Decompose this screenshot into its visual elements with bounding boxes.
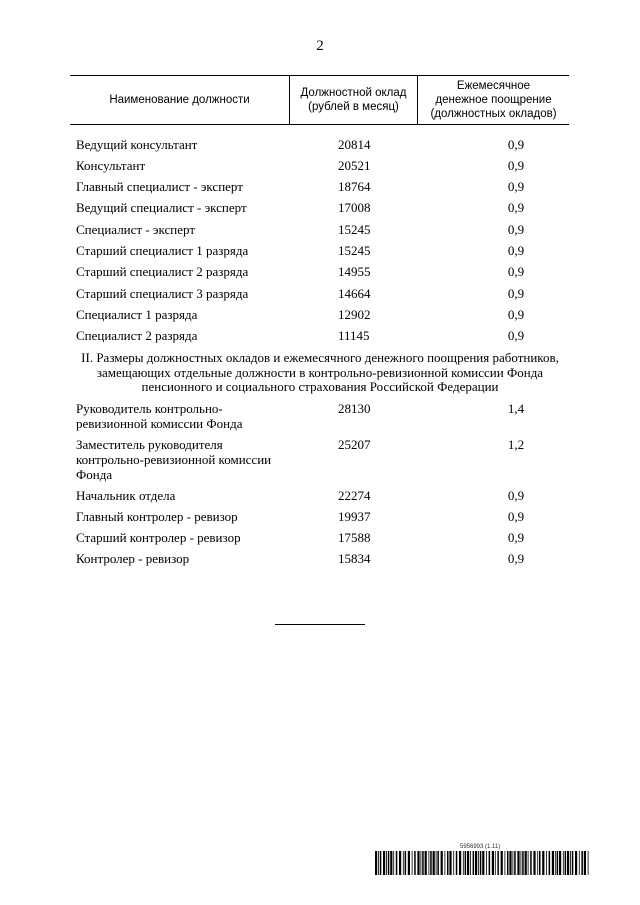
bonus-cell: 0,9 xyxy=(507,200,525,215)
barcode-bar xyxy=(579,851,580,875)
barcode-bar xyxy=(486,851,487,875)
bonus-cell: 1,2 xyxy=(507,437,525,452)
barcode-bar xyxy=(449,851,451,875)
page-number: 2 xyxy=(316,38,324,54)
bonus-cell: 0,9 xyxy=(507,286,525,301)
salary-cell: 28130 xyxy=(338,401,371,416)
barcode-bar xyxy=(429,851,430,875)
position-cell: Старший специалист 3 разряда xyxy=(76,286,249,301)
header-salary xyxy=(290,76,417,124)
bonus-cell: 0,9 xyxy=(507,137,525,152)
bonus-cell: 0,9 xyxy=(507,328,525,343)
salary-cell: 14955 xyxy=(338,264,371,279)
barcode-bar xyxy=(507,851,509,875)
barcode-bar xyxy=(414,851,416,875)
barcode-bar xyxy=(399,851,401,875)
barcode-bar xyxy=(482,851,484,875)
barcode-bar xyxy=(390,851,392,875)
barcode-bar xyxy=(478,851,479,875)
barcode-bar xyxy=(421,851,422,875)
barcode-bar xyxy=(470,851,471,875)
barcode-bar xyxy=(467,851,469,875)
barcode-bar xyxy=(539,851,541,875)
barcode-bar xyxy=(517,851,519,875)
barcode-image xyxy=(375,851,590,875)
barcode-bar xyxy=(584,851,586,875)
barcode-bar xyxy=(495,851,496,875)
barcode-bar xyxy=(528,851,529,875)
barcode-bar xyxy=(475,851,477,875)
barcode-bar xyxy=(388,851,390,875)
barcode-bar xyxy=(514,851,516,875)
header-position xyxy=(70,76,289,124)
barcode-bar xyxy=(546,851,547,875)
bonus-cell: 0,9 xyxy=(507,158,525,173)
table-header xyxy=(70,75,569,125)
barcode-bar xyxy=(396,851,398,875)
barcode-bar xyxy=(557,851,559,875)
barcode-bar xyxy=(445,851,446,875)
header-salary-label: Должностной оклад (рублей в месяц) xyxy=(300,87,407,113)
barcode-bar xyxy=(563,851,564,875)
barcode-bar xyxy=(575,851,577,875)
barcode-bar xyxy=(513,851,514,875)
header-bonus-label: Ежемесячное денежное поощрение (должностных окладов) xyxy=(430,80,557,120)
salary-cell: 15245 xyxy=(338,222,371,237)
barcode-bar xyxy=(567,851,569,875)
barcode-bar xyxy=(430,851,432,875)
barcode-bar xyxy=(552,851,554,875)
barcode-bar xyxy=(521,851,522,875)
barcode-bar xyxy=(473,851,475,875)
barcode-bar xyxy=(522,851,524,875)
barcode-bar xyxy=(549,851,551,875)
position-cell: Старший специалист 1 разряда xyxy=(76,243,249,258)
position-cell: Ведущий специалист - эксперт xyxy=(76,200,247,215)
salary-cell: 20521 xyxy=(338,158,371,173)
barcode-bar xyxy=(447,851,449,875)
barcode-bar xyxy=(565,851,567,875)
bonus-cell: 0,9 xyxy=(507,307,525,322)
barcode-bar xyxy=(480,851,482,875)
barcode-bar xyxy=(533,851,535,875)
barcode-bar xyxy=(436,851,437,875)
barcode-bar xyxy=(492,851,494,875)
salary-cell: 20814 xyxy=(338,137,371,152)
salary-cell: 14664 xyxy=(338,286,371,301)
barcode-bar xyxy=(588,851,589,875)
position-cell: Заместитель руководителя контрольно-ревизионной комиссии Фонда xyxy=(76,437,272,482)
salary-cell: 17588 xyxy=(338,530,371,545)
barcode-bar xyxy=(509,851,511,875)
barcode-bar xyxy=(581,851,583,875)
position-cell: Главный специалист - эксперт xyxy=(76,179,243,194)
bonus-cell: 0,9 xyxy=(507,179,525,194)
barcode-bar xyxy=(572,851,574,875)
barcode-bar xyxy=(425,851,427,875)
barcode-bar xyxy=(530,851,532,875)
barcode-bar xyxy=(433,851,435,875)
salary-cell: 11145 xyxy=(338,328,370,343)
barcode-bar xyxy=(537,851,538,875)
position-cell: Контролер - ревизор xyxy=(76,551,190,566)
barcode-bar xyxy=(489,851,491,875)
barcode-bar xyxy=(380,851,382,875)
barcode-bar xyxy=(437,851,439,875)
position-cell: Специалист 2 разряда xyxy=(76,328,198,343)
position-cell: Консультант xyxy=(76,158,146,173)
salary-cell: 22274 xyxy=(338,488,371,503)
barcode-bar xyxy=(570,851,571,875)
bonus-cell: 0,9 xyxy=(507,509,525,524)
barcode-bar xyxy=(375,851,377,875)
position-cell: Ведущий консультант xyxy=(76,137,198,152)
section-2-title: II. Размеры должностных окладов и ежемесячного денежного поощрения работников, замещающих отдельные должности в контрольно-ревизионной комиссии Фонда пенсионного и социального страхования Российской Федерации xyxy=(81,350,559,394)
barcode-bar xyxy=(459,851,461,875)
salary-cell: 17008 xyxy=(338,200,371,215)
barcode-bar xyxy=(403,851,404,875)
position-cell: Руководитель контрольно- ревизионной комиссии Фонда xyxy=(76,401,243,431)
barcode-bar xyxy=(525,851,527,875)
barcode-bar xyxy=(408,851,410,875)
header-position-label: Наименование должности xyxy=(109,94,250,106)
bonus-cell: 0,9 xyxy=(507,551,525,566)
barcode-bar xyxy=(405,851,407,875)
barcode-bar xyxy=(386,851,387,875)
barcode-bar xyxy=(542,851,544,875)
header-bonus xyxy=(418,76,569,124)
barcode-bar xyxy=(393,851,394,875)
barcode-bar xyxy=(555,851,556,875)
position-cell: Старший специалист 2 разряда xyxy=(76,264,249,279)
barcode-bar xyxy=(417,851,419,875)
position-cell: Специалист - эксперт xyxy=(76,222,195,237)
end-rule xyxy=(275,624,365,625)
barcode-bar xyxy=(456,851,458,875)
position-cell: Главный контролер - ревизор xyxy=(76,509,238,524)
bonus-cell: 0,9 xyxy=(507,243,525,258)
bonus-cell: 0,9 xyxy=(507,222,525,237)
barcode-bar xyxy=(378,851,379,875)
bonus-cell: 0,9 xyxy=(507,264,525,279)
barcode-bar xyxy=(465,851,467,875)
bonus-cell: 0,9 xyxy=(507,530,525,545)
salary-cell: 18764 xyxy=(338,179,371,194)
barcode-text: 5956993 (1.11) xyxy=(460,844,501,850)
barcode-bar xyxy=(559,851,561,875)
barcode-bar xyxy=(505,851,506,875)
position-cell: Специалист 1 разряда xyxy=(76,307,198,322)
barcode-bar xyxy=(463,851,464,875)
barcode-bar xyxy=(422,851,424,875)
position-cell: Старший контролер - ревизор xyxy=(76,530,241,545)
barcode-bar xyxy=(501,851,503,875)
bonus-cell: 1,4 xyxy=(507,401,525,416)
barcode-bar xyxy=(412,851,413,875)
barcode-bar xyxy=(453,851,454,875)
barcode-bar xyxy=(497,851,499,875)
position-cell: Начальник отдела xyxy=(76,488,176,503)
bonus-cell: 0,9 xyxy=(507,488,525,503)
barcode-bar xyxy=(383,851,385,875)
salary-cell: 25207 xyxy=(338,437,371,452)
salary-cell: 12902 xyxy=(338,307,371,322)
salary-cell: 19937 xyxy=(338,509,371,524)
barcode-bar xyxy=(441,851,443,875)
salary-cell: 15834 xyxy=(338,551,371,566)
salary-cell: 15245 xyxy=(338,243,371,258)
